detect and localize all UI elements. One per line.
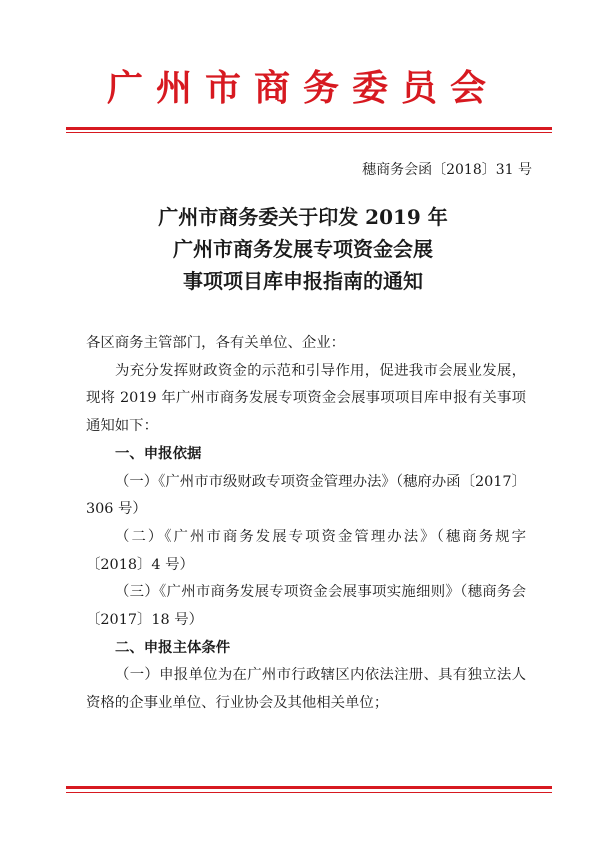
footer-rule-thin <box>66 792 552 793</box>
title-line-2: 广州市商务发展专项资金会展 <box>173 237 433 261</box>
letterhead-rule-thin <box>66 132 552 133</box>
title-line-1: 广州市商务委关于印发 2019 年 <box>158 205 448 229</box>
letterhead-org-name: 广州市商务委员会 <box>106 67 499 109</box>
intro-paragraph: 为充分发挥财政资金的示范和引导作用，促进我市会展业发展，现将 2019 年广州市商务发展专项资金会展事项项目库申报有关事项通知如下： <box>86 362 526 435</box>
section-1-item-1: （一）《广州市市级财政专项资金管理办法》（穗府办函〔2017〕306 号） <box>86 473 526 518</box>
section-1-item-2: （二）《广州市商务发展专项资金管理办法》（穗商务规字〔2018〕4 号） <box>86 528 526 573</box>
document-number: 穗商务会函〔2018〕31 号 <box>362 162 532 178</box>
salutation: 各区商务主管部门，各有关单位、企业： <box>86 335 346 351</box>
footer-rule-thick <box>66 786 552 789</box>
section-2-item-1: （一）申报单位为在广州市行政辖区内依法注册、具有独立法人资格的企事业单位、行业协会及其他相关单位； <box>86 667 526 712</box>
document-body <box>86 330 526 718</box>
section-1-item-3: （三）《广州市商务发展专项资金会展事项实施细则》（穗商务会〔2017〕18 号） <box>86 584 526 629</box>
section-2-heading: 二、申报主体条件 <box>115 639 231 656</box>
section-1-heading: 一、申报依据 <box>115 445 202 462</box>
letterhead-rule-thick <box>66 127 552 130</box>
title-line-3: 事项项目库申报指南的通知 <box>183 269 423 293</box>
document-title <box>0 201 606 297</box>
